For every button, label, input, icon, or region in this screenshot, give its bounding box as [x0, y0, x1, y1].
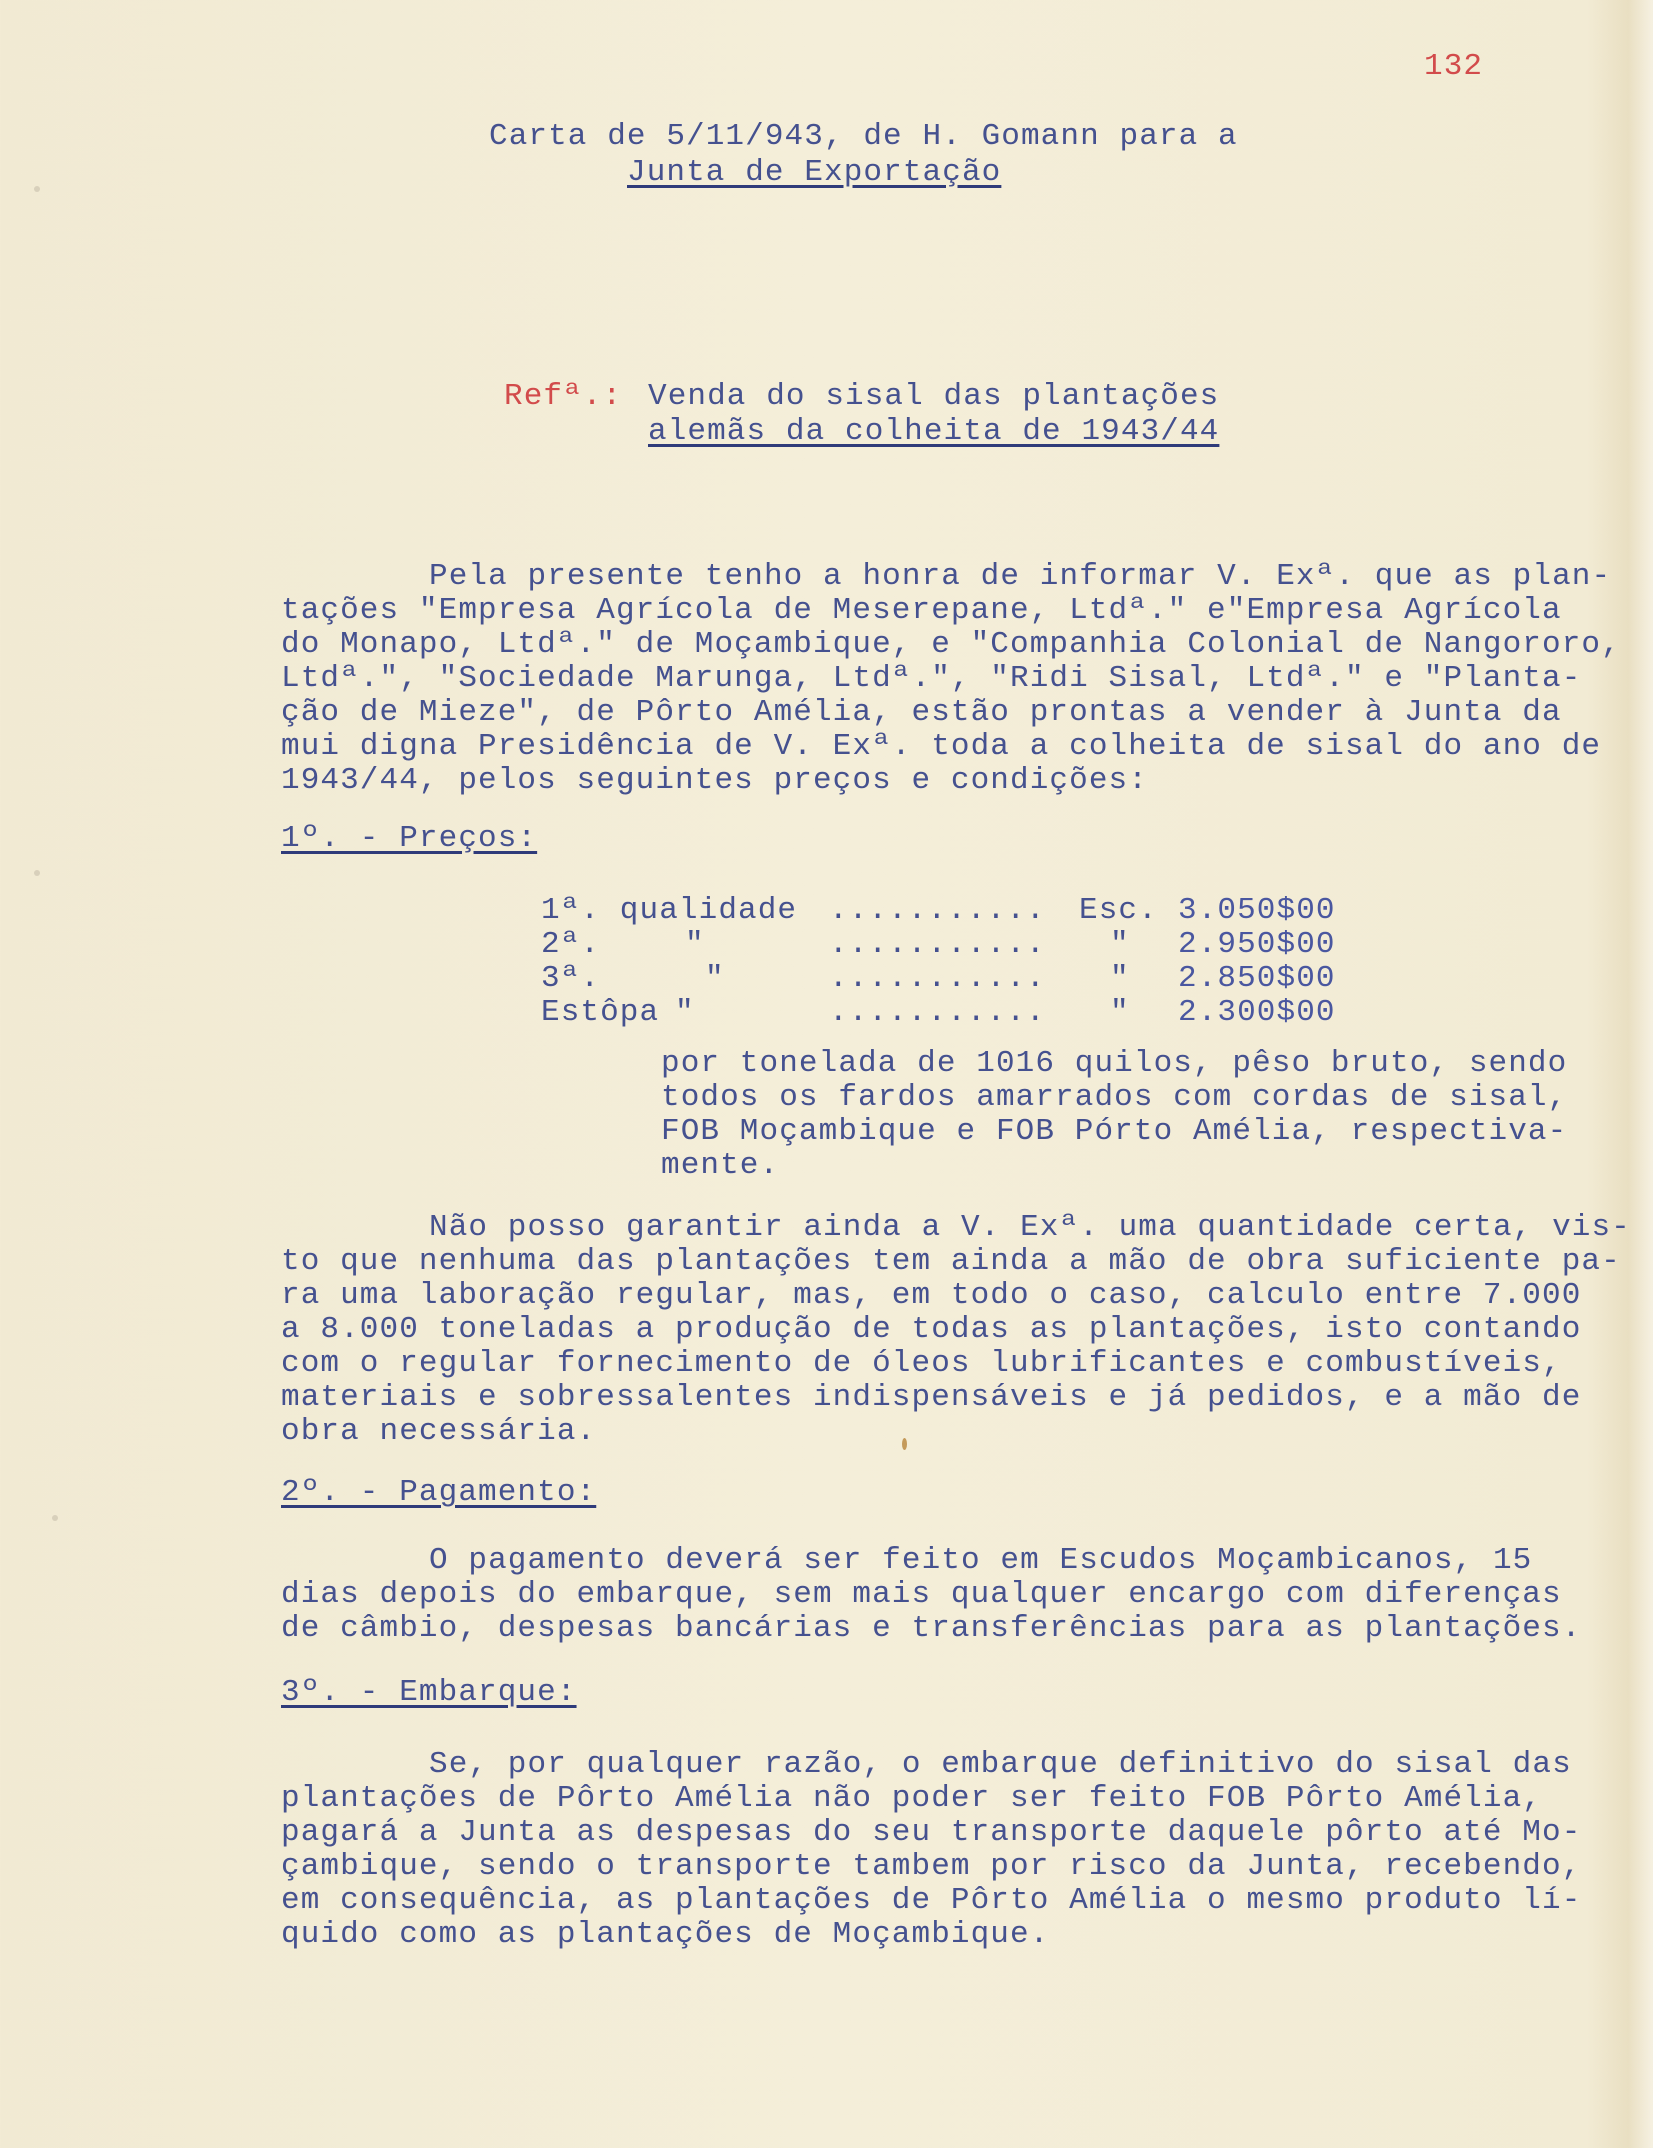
punch-mark — [34, 186, 40, 192]
text-line: mui digna Presidência de V. Exª. toda a colheita de sisal do ano de — [281, 729, 1602, 764]
intro-paragraph — [281, 560, 1621, 798]
price-ditto: " — [705, 961, 725, 996]
price-currency: " — [1110, 927, 1130, 962]
text-line: to que nenhuma das plantações tem ainda a mão de obra suficiente pa- — [281, 1244, 1621, 1279]
text-line: com o regular fornecimento de óleos lubrificantes e combustíveis, — [281, 1346, 1562, 1381]
price-price: 2.950$00 — [1178, 927, 1336, 962]
section-3-heading: 3º. - Embarque: — [281, 1675, 577, 1710]
price-price: 2.850$00 — [1178, 961, 1336, 996]
page-number: 132 — [1424, 49, 1484, 84]
reference-label: Refª.: — [504, 379, 623, 414]
text-line: Pela presente tenho a honra de informar V. Exª. que as plan- — [429, 559, 1612, 594]
text-line: quido como as plantações de Moçambique. — [281, 1917, 1050, 1952]
price-price: 2.300$00 — [1178, 995, 1336, 1030]
text-line: por tonelada de 1016 quilos, pêso bruto, sendo — [661, 1046, 1568, 1081]
price-ditto: " — [685, 927, 705, 962]
text-line: Não posso garantir ainda a V. Exª. uma quantidade certa, vis- — [429, 1210, 1631, 1245]
text-line: ção de Mieze", de Pôrto Amélia, estão prontas a vender à Junta da — [281, 695, 1562, 730]
text-line: çambique, sendo o transporte tambem por risco da Junta, recebendo, — [281, 1849, 1582, 1884]
quantity-paragraph — [281, 1210, 1631, 1449]
text-line: pagará a Junta as despesas do seu transporte daquele pôrto até Mo- — [281, 1815, 1582, 1850]
price-dots: ........... — [829, 927, 1046, 962]
price-label: 1ª. qualidade — [541, 893, 798, 928]
header-line-2: Junta de Exportação — [627, 155, 1002, 190]
text-line: obra necessária. — [281, 1414, 597, 1449]
price-label: 3ª. — [541, 961, 601, 996]
price-currency: " — [1110, 961, 1130, 996]
price-dots: ........... — [829, 961, 1046, 996]
punch-mark — [52, 1515, 58, 1521]
text-line: Ltdª.", "Sociedade Marunga, Ltdª.", "Ridi Sisal, Ltdª." e "Planta- — [281, 661, 1582, 696]
text-line: Se, por qualquer razão, o embarque definitivo do sisal das — [429, 1747, 1572, 1782]
reference-line-2: alemãs da colheita de 1943/44 — [648, 414, 1220, 449]
payment-paragraph — [281, 1544, 1581, 1646]
text-line: todos os fardos amarrados com cordas de sisal, — [661, 1080, 1568, 1115]
text-line: mente. — [661, 1148, 780, 1183]
text-line: a 8.000 toneladas a produção de todas as plantações, isto contando — [281, 1312, 1582, 1347]
price-currency: Esc. — [1079, 893, 1158, 928]
price-dots: ........... — [829, 995, 1046, 1030]
price-price: 3.050$00 — [1178, 893, 1336, 928]
section-1-heading: 1º. - Preços: — [281, 821, 538, 856]
text-line: FOB Moçambique e FOB Pórto Amélia, respectiva- — [661, 1114, 1568, 1149]
price-ditto: " — [675, 995, 695, 1030]
text-line: plantações de Pôrto Amélia não poder ser feito FOB Pôrto Amélia, — [281, 1781, 1542, 1816]
price-label: 2ª. — [541, 927, 601, 962]
price-dots: ........... — [829, 893, 1046, 928]
text-line: de câmbio, despesas bancárias e transferências para as plantações. — [281, 1611, 1582, 1646]
ink-stain — [902, 1438, 907, 1450]
text-line: dias depois do embarque, sem mais qualquer encargo com diferenças — [281, 1577, 1562, 1612]
text-line: do Monapo, Ltdª." de Moçambique, e "Companhia Colonial de Nangororo, — [281, 627, 1621, 662]
price-currency: " — [1110, 995, 1130, 1030]
price-label: Estôpa — [541, 995, 660, 1030]
text-line: materiais e sobressalentes indispensáveis e já pedidos, e a mão de — [281, 1380, 1582, 1415]
text-line: O pagamento deverá ser feito em Escudos Moçambicanos, 15 — [429, 1543, 1533, 1578]
shipping-paragraph — [281, 1748, 1581, 1952]
header-line-1: Carta de 5/11/943, de H. Gomann para a — [489, 119, 1238, 154]
text-line: 1943/44, pelos seguintes preços e condições: — [281, 763, 1148, 798]
text-line: tações "Empresa Agrícola de Meserepane, Ltdª." e"Empresa Agrícola — [281, 593, 1562, 628]
text-line: ra uma laboração regular, mas, em todo o caso, calculo entre 7.000 — [281, 1278, 1582, 1313]
section-2-heading: 2º. - Pagamento: — [281, 1475, 597, 1510]
price-terms — [661, 1047, 1567, 1183]
text-line: em consequência, as plantações de Pôrto Amélia o mesmo produto lí- — [281, 1883, 1582, 1918]
punch-mark — [34, 870, 40, 876]
reference-line-1: Venda do sisal das plantações — [648, 379, 1220, 414]
